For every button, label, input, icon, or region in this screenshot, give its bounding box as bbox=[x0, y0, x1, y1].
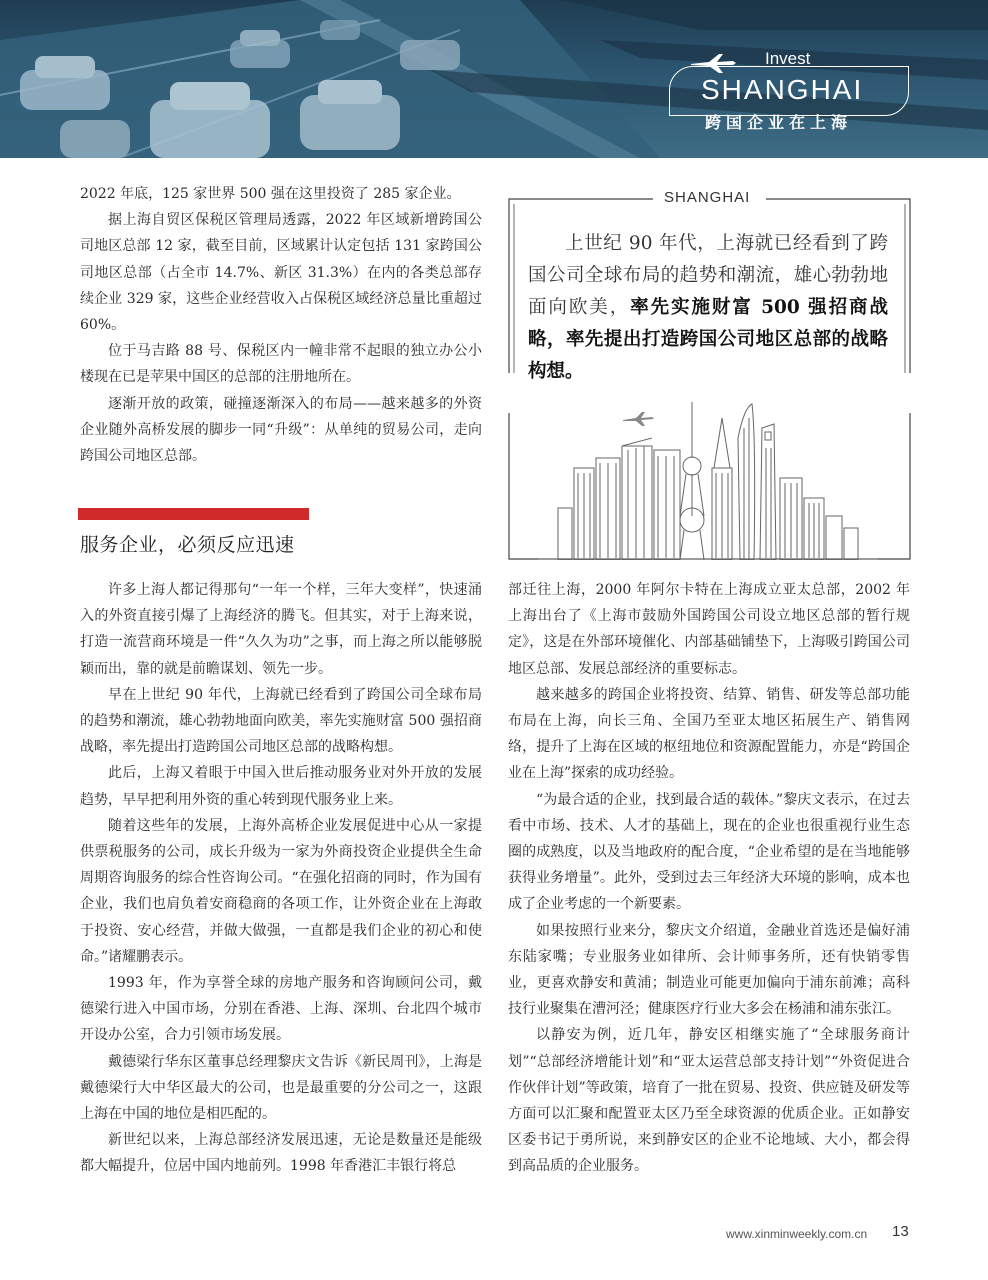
paragraph: 戴德梁行华东区董事总经理黎庆文告诉《新民周刊》，上海是戴德梁行大中华区最大的公司，也是最重要的分公司之一，这跟上海在中国的地位是相匹配的。 bbox=[80, 1053, 482, 1123]
paragraph: 位于马吉路 88 号、保税区内一幢非常不起眼的独立办公小楼现在已是苹果中国区的总部的注册地所在。 bbox=[80, 343, 482, 386]
paragraph: 如果按照行业来分，黎庆文介绍道，金融业首选还是偏好浦东陆家嘴；专业服务业如律所、会计师事务所，还有快销零售业，更喜欢静安和黄浦；制造业可能更加偏向于浦东前滩；高科技行业聚集在漕河泾；健康医疗行业大多会在杨浦和浦东张江。 bbox=[508, 922, 910, 1018]
pull-quote-box bbox=[508, 189, 911, 560]
paragraph: 1993 年，作为享誉全球的房地产服务和咨询顾问公司，戴德梁行进入中国市场，分别在香港、上海、深圳、台北四个城市开设办公室，合力引领市场发展。 bbox=[80, 975, 482, 1044]
header-banner bbox=[0, 0, 988, 158]
shanghai-skyline-illustration bbox=[508, 398, 911, 560]
paragraph: 随着这些年的发展，上海外高桥企业发展促进中心从一家提供票税服务的公司，成长升级为一家为外商投资企业提供全生命周期咨询服务的综合性咨询公司。“在强化招商的同时，作为国有企业，我们也肩负着安商稳商的各项工作，让外资企业在上海敢于投资、安心经营，并做大做强，一直都是我们企业的初心和使命。”诸耀鹏表示。 bbox=[80, 817, 482, 965]
right-article-column bbox=[508, 577, 910, 1180]
quote-text-normal: 上世纪 90 年代，上海就已经看到了跨国公司全球布局的趋势和潮流，雄心勃勃地面向欧美， bbox=[528, 233, 888, 318]
section-accent-bar bbox=[78, 508, 309, 520]
logo-chinese-text: 跨国企业在上海 bbox=[705, 113, 853, 132]
paragraph: 部迁往上海，2000 年阿尔卡特在上海成立亚太总部，2002 年上海出台了《上海市鼓励外国跨国公司设立地区总部的暂行规定》，这是在外部环境催化、内部基础铺垫下，上海吸引跨国公司地区总部、发展总部经济的重要标志。 bbox=[508, 582, 910, 677]
section-heading: 服务企业，必须反应迅速 bbox=[80, 534, 295, 556]
paragraph: 以静安为例，近几年，静安区相继实施了“全球服务商计划”“总部经济增能计划”和“亚太运营总部支持计划”“外资促进合作伙伴计划”等政策，培育了一批在贸易、投资、供应链及研发等方面可以汇聚和配置亚太区乃至全球资源的优质企业。正如静安区委书记于勇所说，来到静安区的企业不论地域、大小，都会得到高品质的企业服务。 bbox=[508, 1027, 910, 1175]
invest-shanghai-logo bbox=[665, 49, 907, 134]
paragraph: 据上海自贸区保税区管理局透露，2022 年区域新增跨国公司地区总部 12 家，截至目前，区域累计认定包括 131 家跨国公司地区总部（占全市 14.7%、新区 31.3%）在内的各类总部存续企业 329 家，这些企业经营收入占保税区域经济总量比重超过 60%。 bbox=[80, 212, 482, 334]
paragraph: 早在上世纪 90 年代，上海就已经看到了跨国公司全球布局的趋势和潮流，雄心勃勃地面向欧美，率先实施财富 500 强招商战略，率先提出打造跨国公司地区总部的战略构想。 bbox=[80, 686, 482, 756]
left-article-column bbox=[80, 577, 482, 1180]
logo-invest-text: Invest bbox=[765, 49, 811, 68]
footer-website-url[interactable]: www.xinminweekly.com.cn bbox=[726, 1227, 868, 1241]
quote-title: SHANGHAI bbox=[658, 189, 756, 206]
top-article-column bbox=[80, 181, 482, 469]
quote-text bbox=[528, 228, 888, 388]
logo-shanghai-text: SHANGHAI bbox=[701, 74, 864, 105]
airplane-icon bbox=[689, 52, 737, 74]
quote-text-bold: 率先实施财富 500 强招商战略，率先提出打造跨国公司地区总部的战略构想。 bbox=[528, 297, 888, 382]
paragraph: 此后，上海又着眼于中国入世后推动服务业对外开放的发展趋势，早早把利用外资的重心转到现代服务业上来。 bbox=[80, 765, 482, 808]
page-number: 13 bbox=[892, 1223, 909, 1240]
paragraph: 新世纪以来，上海总部经济发展迅速，无论是数量还是能级都大幅提升，位居中国内地前列。1998 年香港汇丰银行将总 bbox=[80, 1132, 482, 1175]
paragraph: 越来越多的跨国企业将投资、结算、销售、研发等总部功能布局在上海，向长三角、全国乃至亚太地区拓展生产、销售网络，提升了上海在区域的枢纽地位和资源配置能力，亦是“跨国企业在上海”探索的成功经验。 bbox=[508, 686, 910, 782]
paragraph: “为最合适的企业，找到最合适的载体。”黎庆文表示，在过去看中市场、技术、人才的基础上，现在的企业也很重视行业生态圈的成熟度，以及当地政府的配合度，“企业希望的是在当地能够获得业务增量”。此外，受到过去三年经济大环境的影响，成本也成了企业考虑的一个新要素。 bbox=[508, 791, 910, 913]
paragraph: 逐渐开放的政策，碰撞逐渐深入的布局——越来越多的外资企业随外高桥发展的脚步一同“升级”：从单纯的贸易公司，走向跨国公司地区总部。 bbox=[80, 395, 482, 465]
paragraph: 2022 年底，125 家世界 500 强在这里投资了 285 家企业。 bbox=[80, 186, 461, 202]
paragraph: 许多上海人都记得那句“一年一个样，三年大变样”，快速涌入的外资直接引爆了上海经济的腾飞。但其实，对于上海来说，打造一流营商环境是一件“久久为功”之事，而上海之所以能够脱颖而出，靠的就是前瞻谋划、领先一步。 bbox=[80, 582, 482, 677]
